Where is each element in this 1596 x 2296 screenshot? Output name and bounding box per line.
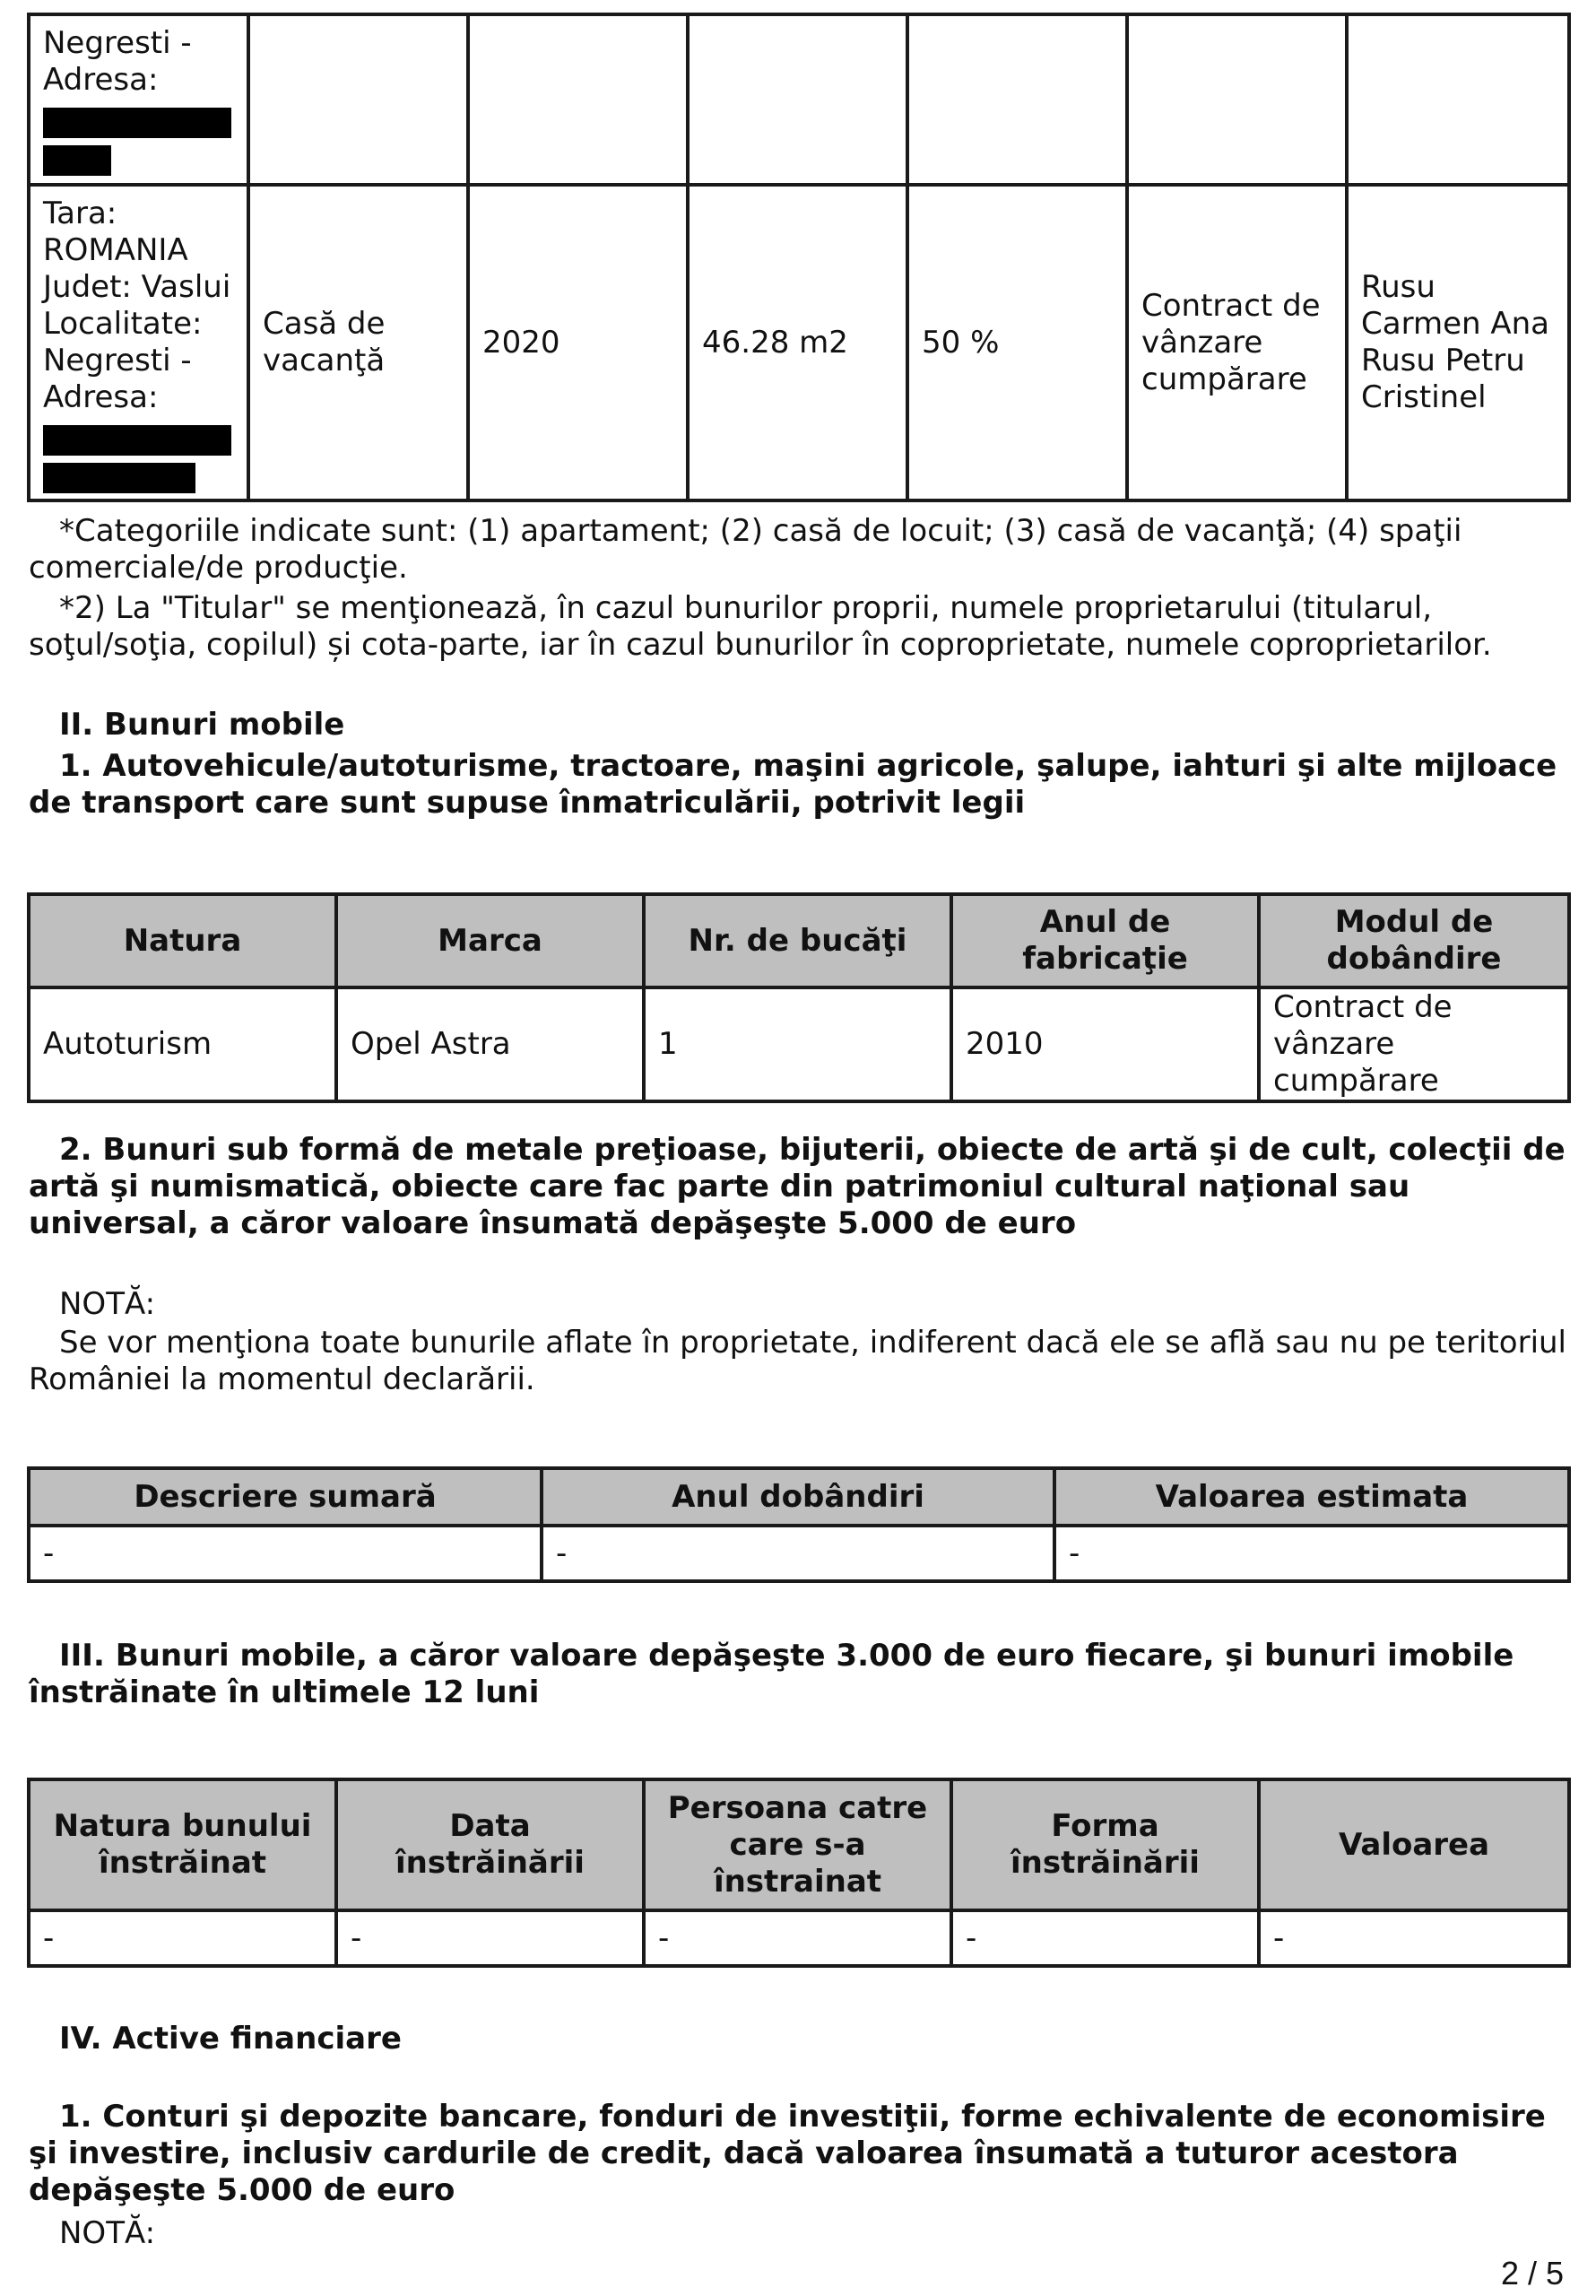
- subsection-heading-vehicles: 1. Autovehicule/autoturisme, tractoare, maşini agricole, şalupe, iahturi şi alte mijloace de transport care sunt supuse înmatriculării, potrivit legii: [29, 748, 1557, 821]
- note-categories: *Categoriile indicate sunt: (1) apartament; (2) casă de locuit; (3) casă de vacanţă; (4) spaţii comerciale/de producţie.: [29, 513, 1462, 586]
- table-cell: -: [644, 1910, 951, 1966]
- table-cell: [688, 14, 907, 185]
- category-cell: Casă de vacanţă: [248, 185, 468, 500]
- column-header: Data înstrăinării: [336, 1779, 644, 1910]
- column-header: Natura: [29, 894, 336, 987]
- redacted-block: [43, 463, 195, 493]
- column-header: Forma înstrăinării: [951, 1779, 1259, 1910]
- column-header: Modul de dobândire: [1259, 894, 1569, 987]
- table-row: [29, 987, 1569, 1101]
- address-line: Adresa:: [43, 379, 159, 415]
- table-cell: [248, 14, 468, 185]
- table-cell: 1: [644, 987, 951, 1101]
- nota-text: Se vor menţiona toate bunurile aflate în proprietate, indiferent dacă ele se află sau nu pe teritoriul României la momentul declarării.: [29, 1325, 1567, 1397]
- subsection-heading-valuables: 2. Bunuri sub formă de metale preţioase, bijuterii, obiecte de artă şi de cult, colecţii de artă şi numismatică, obiecte care fac parte din patrimoniul cultural naţional sau universal, a căror valoare însumată depăşeşte 5.000 de euro: [29, 1132, 1566, 1241]
- location-cell: [29, 185, 248, 500]
- table-cell: [1347, 14, 1569, 185]
- subsection-heading-accounts: 1. Conturi şi depozite bancare, fonduri de investiţii, forme echivalente de economisire şi investire, inclusiv cardurile de credit, dacă valoarea însumată a tuturor acestora depăşeşte 5.000 de euro: [29, 2099, 1546, 2208]
- table-cell: -: [29, 1910, 336, 1966]
- locality-line: Localitate: Negresti -: [43, 306, 203, 378]
- alienated-goods-table: [27, 1778, 1571, 1968]
- redacted-block: [43, 108, 231, 138]
- owner-cell: Rusu Carmen Ana Rusu Petru Cristinel: [1347, 185, 1569, 500]
- table-cell: Opel Astra: [336, 987, 644, 1101]
- redacted-block: [43, 425, 231, 456]
- table-cell: Autoturism: [29, 987, 336, 1101]
- table-row: [29, 1526, 1569, 1581]
- real-estate-table: [27, 13, 1571, 502]
- table-cell: [907, 14, 1127, 185]
- table-cell: -: [336, 1910, 644, 1966]
- column-header: Valoarea estimata: [1054, 1468, 1569, 1526]
- section-heading-iii: III. Bunuri mobile, a căror valoare depăşeşte 3.000 de euro fiecare, şi bunuri imobile înstrăinate în ultimele 12 luni: [29, 1638, 1514, 1710]
- table-header-row: [29, 1779, 1569, 1910]
- country-line: Tara: ROMANIA: [43, 196, 188, 268]
- table-row: [29, 14, 1569, 185]
- column-header: Anul dobândiri: [542, 1468, 1054, 1526]
- table-cell: -: [1259, 1910, 1569, 1966]
- section-heading-ii: II. Bunuri mobile: [59, 707, 345, 743]
- table-header-row: [29, 1468, 1569, 1526]
- acquisition-cell: Contract de vânzare cumpărare: [1127, 185, 1347, 500]
- column-header: Anul de fabricaţie: [951, 894, 1259, 987]
- nota-label: NOTĂ:: [59, 1286, 156, 1322]
- valuables-table: [27, 1466, 1571, 1583]
- table-cell: -: [29, 1526, 542, 1581]
- table-row: [29, 185, 1569, 500]
- location-cell: [29, 14, 248, 185]
- table-cell: [468, 14, 688, 185]
- area-cell: 46.28 m2: [688, 185, 907, 500]
- column-header: Marca: [336, 894, 644, 987]
- table-cell: -: [951, 1910, 1259, 1966]
- column-header: Valoarea: [1259, 1779, 1569, 1910]
- redacted-block: [43, 145, 111, 176]
- column-header: Nr. de bucăţi: [644, 894, 951, 987]
- year-cell: 2020: [468, 185, 688, 500]
- column-header: Descriere sumară: [29, 1468, 542, 1526]
- page-number: 2 / 5: [1500, 2255, 1564, 2292]
- table-cell: -: [542, 1526, 1054, 1581]
- note-titular: *2) La "Titular" se menţionează, în cazul bunurilor proprii, numele proprietarului (titularul, soţul/soţia, copilul) și cota-parte, iar în cazul bunurilor în coproprietate, numele coproprietarilor.: [29, 590, 1492, 663]
- section-heading-iv: IV. Active financiare: [59, 2021, 402, 2057]
- table-header-row: [29, 894, 1569, 987]
- nota-label: NOTĂ:: [59, 2215, 156, 2251]
- table-row: [29, 1910, 1569, 1966]
- address-label: Negresti - Adresa:: [43, 25, 192, 98]
- column-header: Persoana catre care s-a înstrainat: [644, 1779, 951, 1910]
- table-cell: 2010: [951, 987, 1259, 1101]
- table-cell: Contract de vânzare cumpărare: [1259, 987, 1569, 1101]
- vehicles-table: [27, 892, 1571, 1103]
- table-cell: [1127, 14, 1347, 185]
- table-cell: -: [1054, 1526, 1569, 1581]
- county-line: Judet: Vaslui: [43, 269, 231, 305]
- column-header: Natura bunului înstrăinat: [29, 1779, 336, 1910]
- share-cell: 50 %: [907, 185, 1127, 500]
